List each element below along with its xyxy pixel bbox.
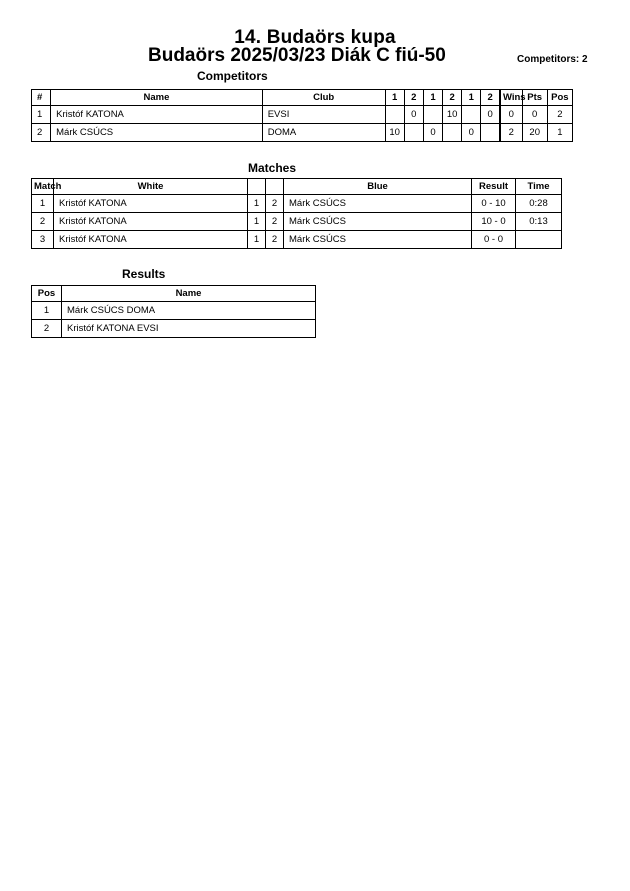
competitor-club: EVSI: [262, 106, 385, 124]
competitor-club: DOMA: [262, 124, 385, 142]
white-no: 1: [248, 195, 266, 213]
table-row: [32, 124, 573, 142]
blue-no: 2: [266, 213, 284, 231]
competitors-header-row: [32, 90, 573, 106]
score-cell: 0: [404, 106, 423, 124]
col-pos: Pos: [32, 286, 62, 302]
col-score-3: 1: [423, 90, 442, 106]
matches-section-title: Matches: [248, 161, 297, 175]
white-no: 1: [248, 231, 266, 249]
match-result: 0 - 0: [472, 231, 516, 249]
competitor-name: Kristóf KATONA: [51, 106, 263, 124]
score-cell: [385, 106, 404, 124]
category-title: Budaörs 2025/03/23 Diák C fiú-50: [148, 45, 446, 66]
competitor-pts: 20: [522, 124, 547, 142]
score-cell: [462, 106, 481, 124]
white-name: Kristóf KATONA: [54, 195, 248, 213]
match-time: [516, 231, 562, 249]
competitors-section-title: Competitors: [197, 69, 268, 83]
results-header-row: [32, 286, 316, 302]
col-name: Name: [62, 286, 316, 302]
score-cell: 10: [385, 124, 404, 142]
competitor-pos: 1: [547, 124, 572, 142]
results-table: [31, 285, 316, 338]
col-white-no: [248, 179, 266, 195]
competitor-pos: 2: [547, 106, 572, 124]
blue-name: Márk CSÚCS: [284, 195, 472, 213]
col-wins: Wins: [500, 90, 522, 106]
result-name: Kristóf KATONA EVSI: [62, 320, 316, 338]
col-blue-no: [266, 179, 284, 195]
score-cell: [404, 124, 423, 142]
white-name: Kristóf KATONA: [54, 213, 248, 231]
matches-header-row: [32, 179, 562, 195]
match-num: 3: [32, 231, 54, 249]
table-row: [32, 106, 573, 124]
match-result: 10 - 0: [472, 213, 516, 231]
col-pts: Pts: [522, 90, 547, 106]
table-row: [32, 302, 316, 320]
col-pos: Pos: [547, 90, 572, 106]
blue-name: Márk CSÚCS: [284, 213, 472, 231]
col-num: #: [32, 90, 51, 106]
matches-table: [31, 178, 562, 249]
match-num: 1: [32, 195, 54, 213]
score-cell: 10: [443, 106, 462, 124]
col-score-4: 2: [443, 90, 462, 106]
score-cell: [423, 106, 442, 124]
result-pos: 2: [32, 320, 62, 338]
white-name: Kristóf KATONA: [54, 231, 248, 249]
event-title: 14. Budaörs kupa: [234, 27, 396, 48]
col-match: Match: [32, 179, 54, 195]
competitor-num: 2: [32, 124, 51, 142]
score-cell: 0: [481, 106, 500, 124]
score-cell: 0: [462, 124, 481, 142]
col-score-1: 1: [385, 90, 404, 106]
competitor-wins: 2: [500, 124, 522, 142]
result-pos: 1: [32, 302, 62, 320]
blue-no: 2: [266, 231, 284, 249]
col-score-5: 1: [462, 90, 481, 106]
match-time: 0:28: [516, 195, 562, 213]
score-cell: 0: [423, 124, 442, 142]
competitor-wins: 0: [500, 106, 522, 124]
competitor-num: 1: [32, 106, 51, 124]
competitors-table: [31, 89, 573, 142]
competitor-pts: 0: [522, 106, 547, 124]
result-name: Márk CSÚCS DOMA: [62, 302, 316, 320]
col-name: Name: [51, 90, 263, 106]
white-no: 1: [248, 213, 266, 231]
blue-no: 2: [266, 195, 284, 213]
competitor-name: Márk CSÚCS: [51, 124, 263, 142]
table-row: [32, 213, 562, 231]
col-score-2: 2: [404, 90, 423, 106]
blue-name: Márk CSÚCS: [284, 231, 472, 249]
col-white: White: [54, 179, 248, 195]
table-row: [32, 195, 562, 213]
score-cell: [443, 124, 462, 142]
col-score-6: 2: [481, 90, 500, 106]
match-num: 2: [32, 213, 54, 231]
col-club: Club: [262, 90, 385, 106]
match-time: 0:13: [516, 213, 562, 231]
col-time: Time: [516, 179, 562, 195]
score-cell: [481, 124, 500, 142]
col-result: Result: [472, 179, 516, 195]
col-blue: Blue: [284, 179, 472, 195]
table-row: [32, 231, 562, 249]
match-result: 0 - 10: [472, 195, 516, 213]
competitors-count: Competitors: 2: [517, 54, 588, 65]
results-section-title: Results: [122, 267, 166, 281]
table-row: [32, 320, 316, 338]
